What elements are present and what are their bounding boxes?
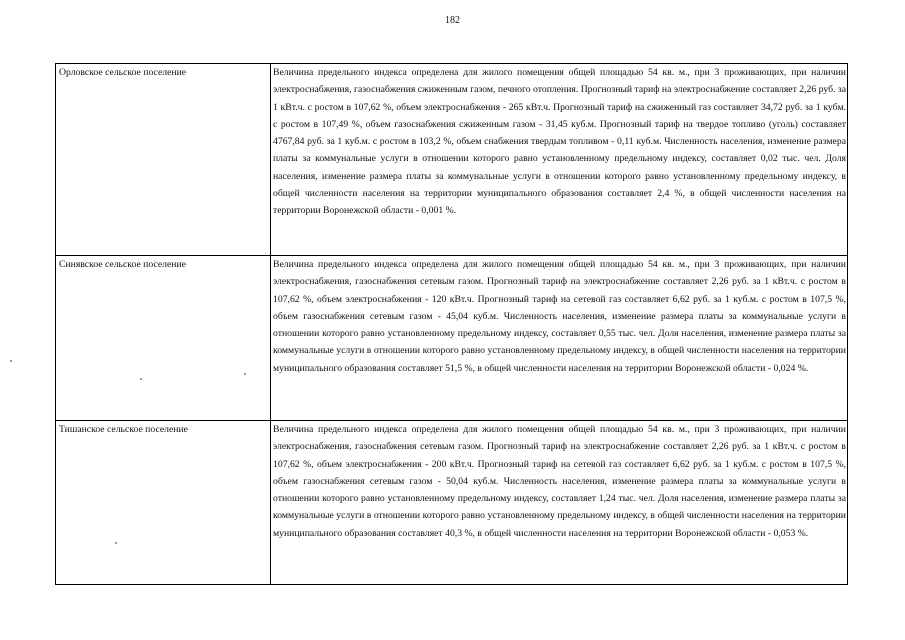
- settlement-name-cell: Тишанское сельское поселение: [56, 421, 271, 585]
- settlement-description-cell: Величина предельного индекса определена для жилого помещения общей площадью 54 кв. м., при 3 проживающих, при наличии электроснабжения, газоснабжения сжиженным газом, печного отопления. Прогнозный тариф на электроснабжение составляет 2,26 руб. за 1 кВт.ч. с ростом в 107,62 %, объем электроснабжения - 265 кВт.ч. Прогнозный тариф на сжиженный газ составляет 34,72 руб. за 1 кубм. с ростом в 107,49 %, объем газоснабжения сжиженным газом - 31,45 куб.м. Прогнозный тариф на твердое топливо (уголь) составляет 4767,84 руб. за 1 куб.м. с ростом в 103,2 %, объем снабжения твердым топливом - 0,11 куб.м. Численность населения, изменение размера платы за коммунальные услуги в отношении которого равно установленному предельному индексу, составляет 0,02 тыс. чел. Доля населения, изменение размера платы за коммунальные услуги в отношении которого равно установленному предельному индексу, в общей численности населения на территории муниципального образования составляет 2,4 %, в общей численности населения на территории Воронежской области - 0,001 %.: [271, 64, 848, 256]
- scan-speck: [244, 373, 246, 375]
- table-row-tishanskoe: [56, 421, 848, 585]
- settlement-description-cell: Величина предельного индекса определена для жилого помещения общей площадью 54 кв. м., при 3 проживающих, при наличии электроснабжения, газоснабжения сетевым газом. Прогнозный тариф на электроснабжение составляет 2,26 руб. за 1 кВт.ч. с ростом в 107,62 %, объем электроснабжения - 120 кВт.ч. Прогнозный тариф на сетевой газ составляет 6,62 руб. за 1 куб.м. с ростом в 107,5 %, объем газоснабжения сетевым газом - 45,04 куб.м. Численность населения, изменение размера платы за коммунальные услуги в отношении которого равно установленному предельному индексу, составляет 0,55 тыс. чел. Доля населения, изменение размера платы за коммунальные услуги в отношении которого равно установленному предельному индексу, в общей численности населения на территории муниципального образования составляет 51,5 %, в общей численности населения на территории Воронежской области - 0,024 %.: [271, 256, 848, 421]
- settlement-index-table: [55, 63, 848, 585]
- settlement-name-cell: Орловское сельское поселение: [56, 64, 271, 256]
- scan-speck: [10, 360, 12, 362]
- scan-speck: [115, 542, 117, 544]
- settlement-name-cell: Синявское сельское поселение: [56, 256, 271, 421]
- table-row-sinyavskoe: [56, 256, 848, 421]
- page-number: 182: [445, 15, 460, 26]
- scan-speck: [140, 378, 142, 380]
- table-row-orlovskoe: [56, 64, 848, 256]
- settlement-description-cell: Величина предельного индекса определена для жилого помещения общей площадью 54 кв. м., при 3 проживающих, при наличии электроснабжения, газоснабжения сетевым газом. Прогнозный тариф на электроснабжение составляет 2,26 руб. за 1 кВт.ч. с ростом в 107,62 %, объем электроснабжения - 200 кВт.ч. Прогнозный тариф на сетевой газ составляет 6,62 руб. за 1 куб.м. с ростом в 107,5 %, объем газоснабжения сетевым газом - 50,04 куб.м. Численность населения, изменение размера платы за коммунальные услуги в отношении которого равно установленному предельному индексу, составляет 1,24 тыс. чел. Доля населения, изменение размера платы за коммунальные услуги в отношении которого равно установленному предельному индексу, в общей численности населения на территории муниципального образования составляет 40,3 %, в общей численности населения на территории Воронежской области - 0,053 %.: [271, 421, 848, 585]
